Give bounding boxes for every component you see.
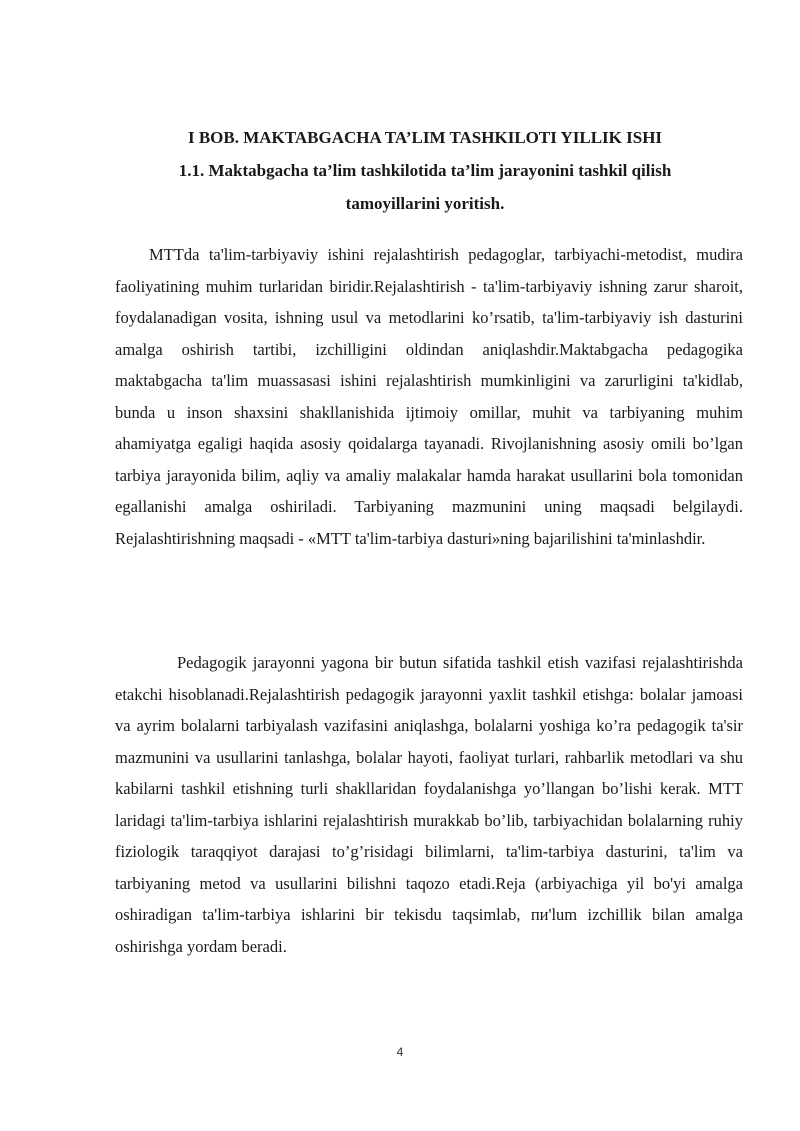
section-title-line2: tamoyillarini yoritish. bbox=[345, 194, 505, 213]
page-number: 4 bbox=[396, 1045, 404, 1059]
section-title-line1: 1.1. Maktabgacha ta’lim tashkilotida ta’lim jarayonini tashkil qilish bbox=[178, 161, 672, 180]
paragraph-1: MTTda ta'lim-tarbiyaviy ishini rejalashtirish pedagoglar, tarbiyachi-metodist, mudira faoliyatining muhim turlaridan biridir.Rejalashtirish - ta'lim-tarbiyaviy ishning zarur sharoit, foydalanadigan vosita, ishning usul va metodlarini ko’rsatib, ta'lim-tarbiyaviy ish dasturini amalga oshirish tartibi, izchilligini oldindan aniqlashdir.Maktabgacha pedagogika maktabgacha ta'lim muassasasi ishini rejalashtirish mumkinligini va zarurligini ta'kidlab, bunda u inson shaxsini shakllanishida ijtimoiy omillar, muhit va tarbiyaning muhim ahamiyatga egaligi haqida asosiy qoidalarga tayanadi. Rivojlanishning asosiy omili bo’lgan tarbiya jarayonida bilim, aqliy va amaliy malakalar hamda harakat usullarini bola tomonidan egallanishi amalga oshiriladi. Tarbiyaning mazmunini uning maqsadi belgilaydi. Rejalashtirishning maqsadi - «MTT ta'lim-tarbiya dasturi»ning bajarilishini ta'minlashdir. bbox=[115, 245, 743, 548]
chapter-title: I BOB. MAKTABGACHA TA’LIM TASHKILOTI YILLIK ISHI bbox=[187, 128, 663, 147]
paragraph-2: Pedagogik jarayonni yagona bir butun sifatida tashkil etish vazifasi rejalashtirishda etakchi hisoblanadi.Rejalashtirish pedagogik jarayonni yaxlit tashkil etishga: bolalar jamoasi va ayrim bolalarni tarbiyalash vazifasini aniqlashga, bolalarni yoshiga ko’ra pedagogik ta'sir mazmunini va usullarini tanlashga, bolalar hayoti, faoliyat turlari, rahbarlik metodlari va shu kabilarni tashkil etishning turli shakllaridan foydalanishga yo’llangan bo’lishi kerak. MTT laridagi ta'lim-tarbiya ishlarini rejalashtirish murakkab bo’lib, tarbiyachidan bolalarning ruhiy fiziologik taraqqiyot darajasi to’g’risidagi bilimlarni, ta'lim-tarbiya dasturini, ta'lim va tarbiyaning metod va usullarini bilishni taqozo etadi.Reja (arbiyachiga yil bo'yi amalga oshiradigan ta'lim-tarbiya ishlarini bir tekisdu taqsimlab, пи'lum izchillik bilan amalga oshirishga yordam beradi. bbox=[115, 653, 743, 956]
